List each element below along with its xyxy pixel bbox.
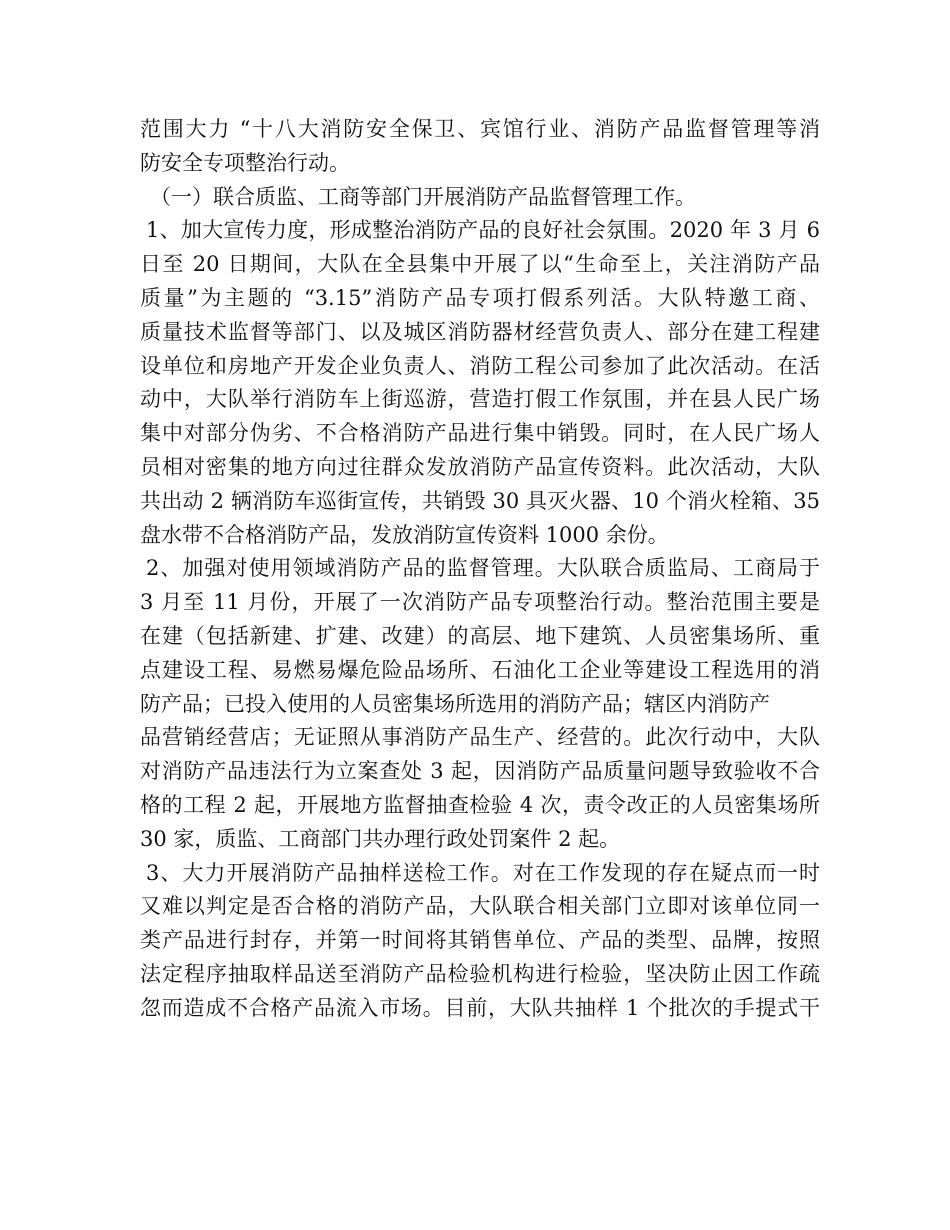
text-line: 防产品；已投入使用的人员密集场所选用的消防产品；辖区内消防产	[140, 691, 770, 716]
text-line: 2、加强对使用领域消防产品的监督管理。大队联合质监局、工商局于	[146, 556, 820, 581]
text-line: 在建（包括新建、扩建、改建）的高层、地下建筑、人员密集场所、重	[140, 623, 820, 648]
text-line: 对消防产品违法行为立案查处 3 起，因消防产品质量问题导致验收不合	[140, 759, 820, 784]
text-line: 设单位和房地产开发企业负责人、消防工程公司参加了此次活动。在活	[140, 353, 820, 378]
text-line: 共出动 2 辆消防车巡街宣传，共销毁 30 具灭火器、10 个消火栓箱、35	[140, 488, 820, 513]
text-line: 3 月至 11 月份，开展了一次消防产品专项整治行动。整治范围主要是	[140, 590, 820, 615]
text-line: 质量技术监督等部门、以及城区消防器材经营负责人、部分在建工程建	[140, 319, 820, 344]
text-line: 1、加大宣传力度，形成整治消防产品的良好社会氛围。2020 年 3 月 6	[146, 218, 820, 243]
text-line: 动中，大队举行消防车上街巡游，营造打假工作氛围，并在县人民广场	[140, 387, 820, 412]
text-line: （一）联合质监、工商等部门开展消防产品监督管理工作。	[150, 184, 696, 209]
text-line: 质量”为主题的 “3.15”消防产品专项打假系列活。大队特邀工商、	[140, 285, 820, 310]
document-body	[140, 113, 820, 1026]
text-line: 盘水带不合格消防产品，发放消防宣传资料 1000 余份。	[140, 522, 669, 547]
text-line: 类产品进行封存，并第一时间将其销售单位、产品的类型、品牌，按照	[140, 928, 820, 953]
text-line: 又难以判定是否合格的消防产品，大队联合相关部门立即对该单位同一	[140, 894, 820, 919]
text-line: 3、大力开展消防产品抽样送检工作。对在工作发现的存在疑点而一时	[146, 860, 820, 885]
text-line: 点建设工程、易燃易爆危险品场所、石油化工企业等建设工程选用的消	[140, 657, 820, 682]
text-line: 员相对密集的地方向过往群众发放消防产品宣传资料。此次活动，大队	[140, 454, 820, 479]
text-line: 范围大力 “十八大消防安全保卫、宾馆行业、消防产品监督管理等消	[140, 117, 820, 141]
text-line: 格的工程 2 起，开展地方监督抽查检验 4 次，责令改正的人员密集场所	[140, 792, 820, 817]
text-line: 30 家，质监、工商部门共办理行政处罚案件 2 起。	[140, 826, 621, 851]
text-line: 法定程序抽取样品送至消防产品检验机构进行检验，坚决防止因工作疏	[140, 961, 820, 986]
text-line: 日至 20 日期间，大队在全县集中开展了以“生命至上，关注消防产品	[140, 252, 820, 277]
text-line: 防安全专项整治行动。	[140, 150, 350, 175]
text-line: 品营销经营店；无证照从事消防产品生产、经营的。此次行动中，大队	[140, 725, 820, 750]
text-line: 忽而造成不合格产品流入市场。目前，大队共抽样 1 个批次的手提式干	[140, 995, 820, 1020]
text-line: 集中对部分伪劣、不合格消防产品进行集中销毁。同时，在人民广场人	[140, 421, 820, 446]
